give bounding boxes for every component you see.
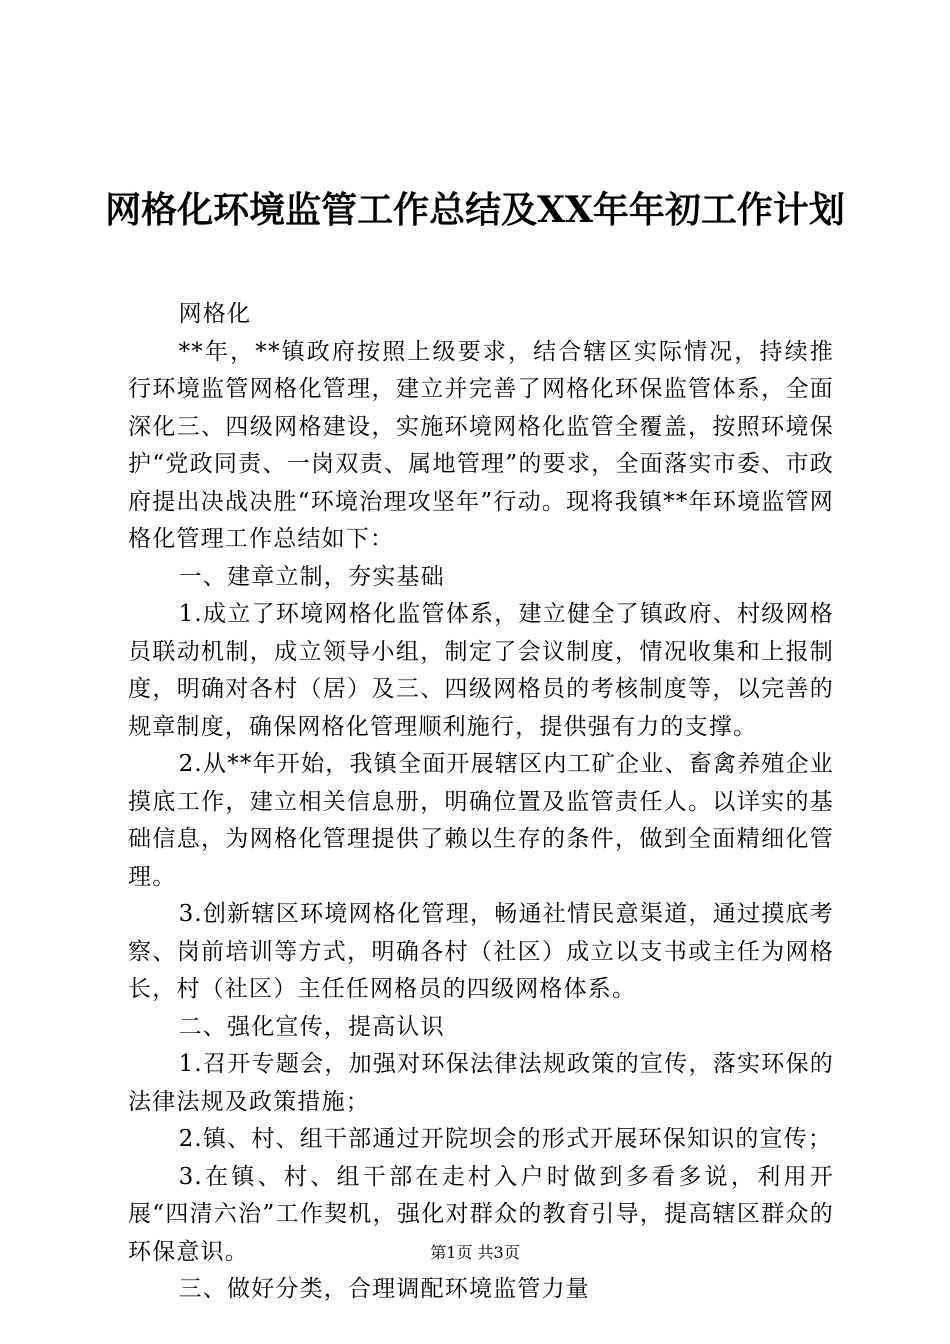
paragraph: 1.成立了环境网格化监管体系，建立健全了镇政府、村级网格员联动机制，成立领导小组，制定了会议制度，情况收集和上报制度，明确对各村（居）及三、四级网格员的考核制度等，以完善的规章制度，确保网格化管理顺利施行，提供强有力的支撑。 [128,601,834,740]
section-heading: 一、建章立制，夯实基础 [178,563,445,590]
section-heading: 三、做好分类，合理调配环境监管力量 [178,1276,590,1302]
section-heading: 二、强化宣传，提高认识 [178,1013,445,1040]
document-body [128,296,834,1309]
paragraph: 网格化 [178,301,252,327]
paragraph: 3.创新辖区环境网格化管理，畅通社情民意渠道，通过摸底考察、岗前培训等方式，明确各村（社区）成立以支书或主任为网格长，村（社区）主任任网格员的四级网格体系。 [128,901,834,1002]
paragraph: 3.在镇、村、组干部在走村入户时做到多看多说，利用开展“四清六治”工作契机，强化对群众的教育引导，提高辖区群众的环保意识。 [128,1163,834,1265]
paragraph: 2.镇、村、组干部通过开院坝会的形式开展环保知识的宣传； [178,1126,833,1152]
paragraph: 1.召开专题会，加强对环保法律法规政策的宣传，落实环保的法律法规及政策措施； [128,1051,834,1115]
page-footer: 第1页 共3页 [430,1243,520,1262]
document-title: 网格化环境监管工作总结及XX年年初工作计划 [105,189,845,231]
paragraph: 2.从**年开始，我镇全面开展辖区内工矿企业、畜禽养殖企业摸底工作，建立相关信息册，明确位置及监管责任人。以详实的基础信息，为网格化管理提供了赖以生存的条件，做到全面精细化管理。 [128,751,834,890]
paragraph: **年，**镇政府按照上级要求，结合辖区实际情况，持续推行环境监管网格化管理，建立并完善了网格化环保监管体系，全面深化三、四级网格建设，实施环境网格化监管全覆盖，按照环境保护“党政同责、一岗双责、属地管理”的要求，全面落实市委、市政府提出决战决胜“环境治理攻坚年”行动。现将我镇**年环境监管网格化管理工作总结如下： [128,338,834,552]
